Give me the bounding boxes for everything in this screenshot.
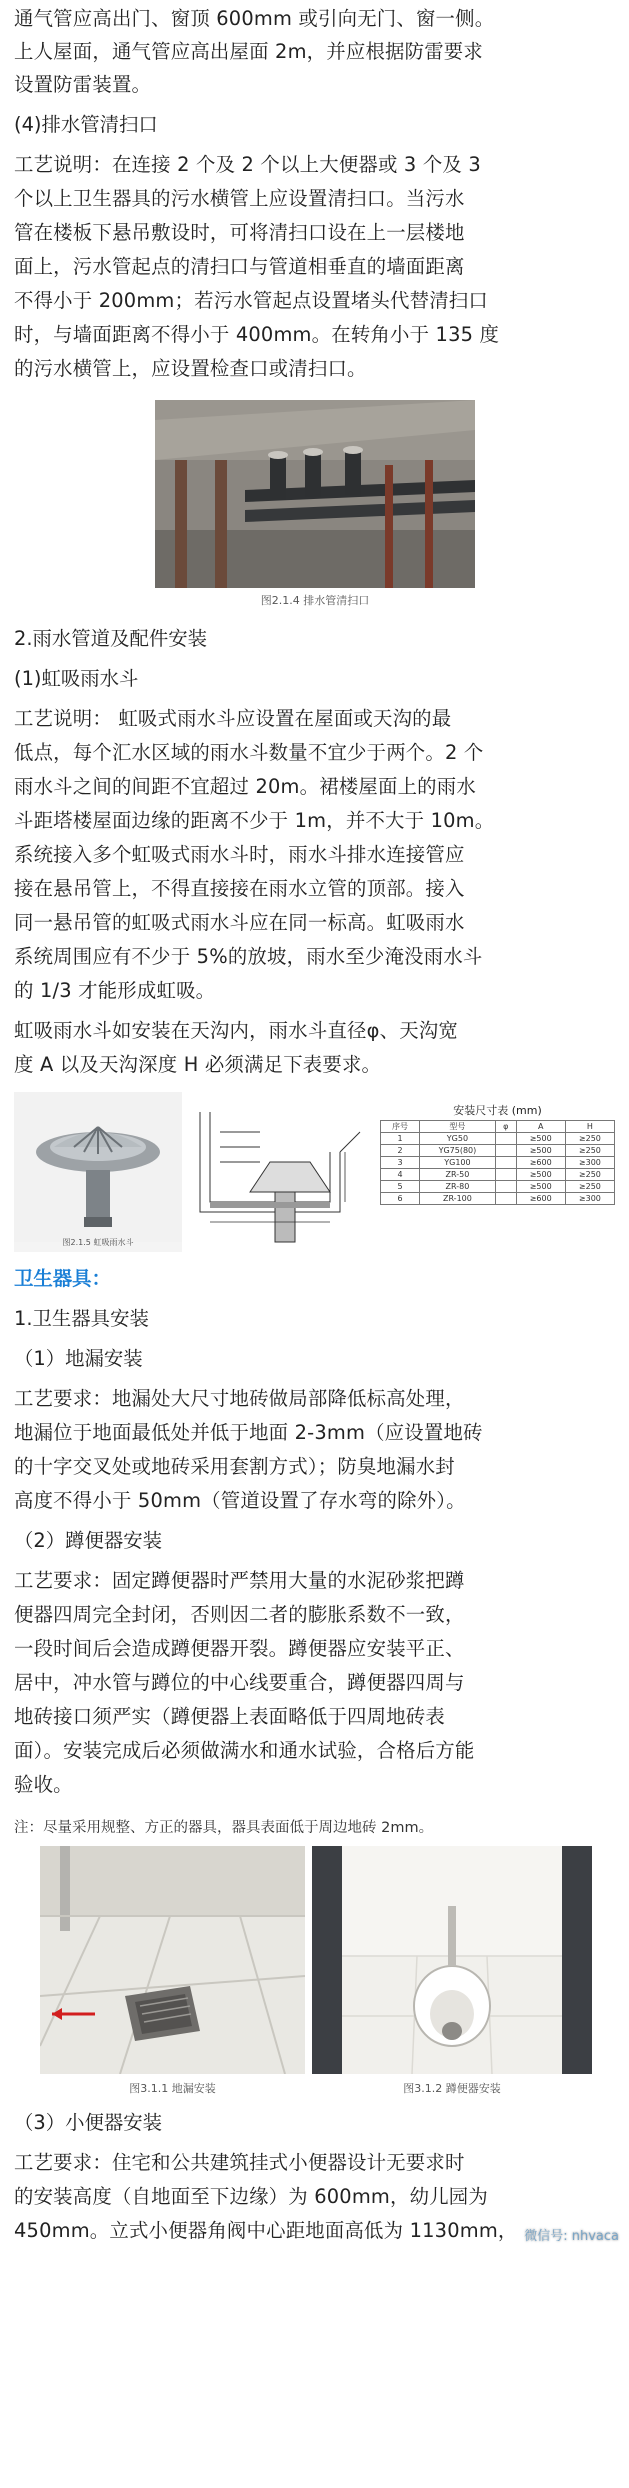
paragraph-line: 的 1/3 才能形成虹吸。 xyxy=(14,979,216,1002)
table-header-cell: H xyxy=(565,1121,614,1133)
paragraph-line: 系统周围应有不少于 5%的放坡，雨水至少淹没雨水斗 xyxy=(14,945,483,968)
table-cell: YG100 xyxy=(420,1157,496,1169)
rainwater-heading: 2.雨水管道及配件安装 xyxy=(14,627,208,650)
cleanout-photo xyxy=(155,400,475,588)
paragraph-line: 虹吸雨水斗如安装在天沟内，雨水斗直径φ、天沟宽 xyxy=(14,1019,458,1042)
table-title: 安装尺寸表 (mm) xyxy=(453,1104,542,1117)
table-cell: 3 xyxy=(381,1157,420,1169)
paragraph-line: 雨水斗之间的间距不宜超过 20m。裙楼屋面上的雨水 xyxy=(14,775,476,798)
squat-heading: （2）蹲便器安装 xyxy=(14,1529,163,1552)
table-row xyxy=(381,1133,615,1145)
install-size-table xyxy=(380,1102,615,1205)
intro-line-2: 上人屋面，通气管应高出屋面 2m，并应根据防雷要求 xyxy=(14,40,483,63)
paragraph-line: 不得小于 200mm；若污水管起点设置堵头代替清扫口 xyxy=(14,289,488,312)
squat-toilet-photo xyxy=(312,1846,592,2074)
paragraph-line: 面）。安装完成后必须做满水和通水试验，合格后方能 xyxy=(14,1739,475,1762)
siphon-drain-caption: 图2.1.5 虹吸雨水斗 xyxy=(62,1238,134,1247)
paragraph-line: 便器四周完全封闭，否则因二者的膨胀系数不一致， xyxy=(14,1603,465,1626)
sanitary-title: 卫生器具： xyxy=(14,1267,111,1290)
table-cell: ≥600 xyxy=(516,1157,565,1169)
table-cell: ≥300 xyxy=(565,1157,614,1169)
rainwater-subheading: (1)虹吸雨水斗 xyxy=(14,667,139,690)
paragraph-line: 工艺要求：地漏处大尺寸地砖做局部降低标高处理， xyxy=(14,1387,465,1410)
paragraph-line: 度 A 以及天沟深度 H 必须满足下表要求。 xyxy=(14,1053,382,1076)
cleanout-heading: (4)排水管清扫口 xyxy=(14,113,158,136)
paragraph-line: 管在楼板下悬吊敷设时，可将清扫口设在上一层楼地 xyxy=(14,221,465,244)
table-cell xyxy=(495,1157,516,1169)
sanitary-sub1: 1.卫生器具安装 xyxy=(14,1307,149,1330)
intro-line-3: 设置防雷装置。 xyxy=(14,73,152,96)
paragraph-line: 居中，冲水管与蹲位的中心线要重合，蹲便器四周与 xyxy=(14,1671,465,1694)
paragraph-line: 同一悬吊管的虹吸式雨水斗应在同一标高。虹吸雨水 xyxy=(14,911,465,934)
paragraph-line: 450mm。立式小便器角阀中心距地面高低为 1130mm， xyxy=(14,2219,518,2242)
table-cell: ≥250 xyxy=(565,1169,614,1181)
table-cell: ≥250 xyxy=(565,1181,614,1193)
table-cell: ≥500 xyxy=(516,1145,565,1157)
paragraph-line: 地砖接口须严实（蹲便器上表面略低于四周地砖表 xyxy=(14,1705,445,1728)
table-cell: 6 xyxy=(381,1193,420,1205)
table-cell: YG75(80) xyxy=(420,1145,496,1157)
table-row xyxy=(381,1169,615,1181)
table-header-cell: φ xyxy=(495,1121,516,1133)
paragraph-line: 工艺说明： 虹吸式雨水斗应设置在屋面或天沟的最 xyxy=(14,707,452,730)
paragraph-line: 的安装高度（自地面至下边缘）为 600mm，幼儿园为 xyxy=(14,2185,488,2208)
table-cell xyxy=(495,1145,516,1157)
table-cell: ≥500 xyxy=(516,1169,565,1181)
table-row xyxy=(381,1145,615,1157)
squat-toilet-caption: 图3.1.2 蹲便器安装 xyxy=(403,2082,501,2095)
paragraph-line: 工艺说明：在连接 2 个及 2 个以上大便器或 3 个及 3 xyxy=(14,153,481,176)
table-cell: 1 xyxy=(381,1133,420,1145)
table-cell: ≥250 xyxy=(565,1133,614,1145)
table-cell: ≥600 xyxy=(516,1193,565,1205)
paragraph-line: 斗距塔楼屋面边缘的距离不少于 1m，并不大于 10m。 xyxy=(14,809,495,832)
table-cell: ≥300 xyxy=(565,1193,614,1205)
table-row xyxy=(381,1181,615,1193)
table-cell xyxy=(495,1169,516,1181)
table-cell: ≥500 xyxy=(516,1181,565,1193)
paragraph-line: 验收。 xyxy=(14,1773,73,1796)
paragraph-line: 地漏位于地面最低处并低于地面 2-3mm（应设置地砖 xyxy=(14,1421,483,1444)
paragraph-line: 个以上卫生器具的污水横管上应设置清扫口。当污水 xyxy=(14,187,465,210)
table-header-cell: 型号 xyxy=(420,1121,496,1133)
paragraph-line: 的十字交叉处或地砖采用套割方式）；防臭地漏水封 xyxy=(14,1455,455,1478)
squat-note: 注：尽量采用规整、方正的器具，器具表面低于周边地砖 2mm。 xyxy=(14,1820,434,1836)
table-cell xyxy=(495,1193,516,1205)
table-row xyxy=(381,1193,615,1205)
paragraph-line: 系统接入多个虹吸式雨水斗时，雨水斗排水连接管应 xyxy=(14,843,465,866)
table-cell: ZR-80 xyxy=(420,1181,496,1193)
paragraph-line: 低点，每个汇水区域的雨水斗数量不宜少于两个。2 个 xyxy=(14,741,484,764)
table-cell: ZR-100 xyxy=(420,1193,496,1205)
siphon-drain-photo xyxy=(14,1092,182,1252)
table-cell xyxy=(495,1181,516,1193)
floor-drain-photo xyxy=(40,1846,305,2074)
paragraph-line: 的污水横管上，应设置检查口或清扫口。 xyxy=(14,357,367,380)
intro-line-1: 通气管应高出门、窗顶 600mm 或引向无门、窗一侧。 xyxy=(14,7,495,30)
table-cell: ≥250 xyxy=(565,1145,614,1157)
gutter-diagram xyxy=(190,1092,362,1252)
paragraph-line: 时，与墙面距离不得小于 400mm。在转角小于 135 度 xyxy=(14,323,500,346)
floor-drain-heading: （1）地漏安装 xyxy=(14,1347,143,1370)
urinal-heading: （3）小便器安装 xyxy=(14,2111,163,2134)
table-cell: 2 xyxy=(381,1145,420,1157)
table-row xyxy=(381,1157,615,1169)
paragraph-line: 接在悬吊管上，不得直接接在雨水立管的顶部。接入 xyxy=(14,877,465,900)
paragraph-line: 一段时间后会造成蹲便器开裂。蹲便器应安装平正、 xyxy=(14,1637,465,1660)
table-header-cell: 序号 xyxy=(381,1121,420,1133)
table-header-cell: A xyxy=(516,1121,565,1133)
cleanout-caption: 图2.1.4 排水管清扫口 xyxy=(260,594,370,607)
table-cell: 5 xyxy=(381,1181,420,1193)
paragraph-line: 工艺要求：住宅和公共建筑挂式小便器设计无要求时 xyxy=(14,2151,465,2174)
table-cell: 4 xyxy=(381,1169,420,1181)
table-cell xyxy=(495,1133,516,1145)
table-cell: ≥500 xyxy=(516,1133,565,1145)
paragraph-line: 工艺要求：固定蹲便器时严禁用大量的水泥砂浆把蹲 xyxy=(14,1569,465,1592)
table-cell: YG50 xyxy=(420,1133,496,1145)
paragraph-line: 高度不得小于 50mm（管道设置了存水弯的除外）。 xyxy=(14,1489,466,1512)
floor-drain-caption: 图3.1.1 地漏安装 xyxy=(129,2082,216,2095)
table-header-row xyxy=(381,1121,615,1133)
table-cell: ZR-50 xyxy=(420,1169,496,1181)
paragraph-line: 面上，污水管起点的清扫口与管道相垂直的墙面距离 xyxy=(14,255,465,278)
size-table xyxy=(380,1120,615,1205)
